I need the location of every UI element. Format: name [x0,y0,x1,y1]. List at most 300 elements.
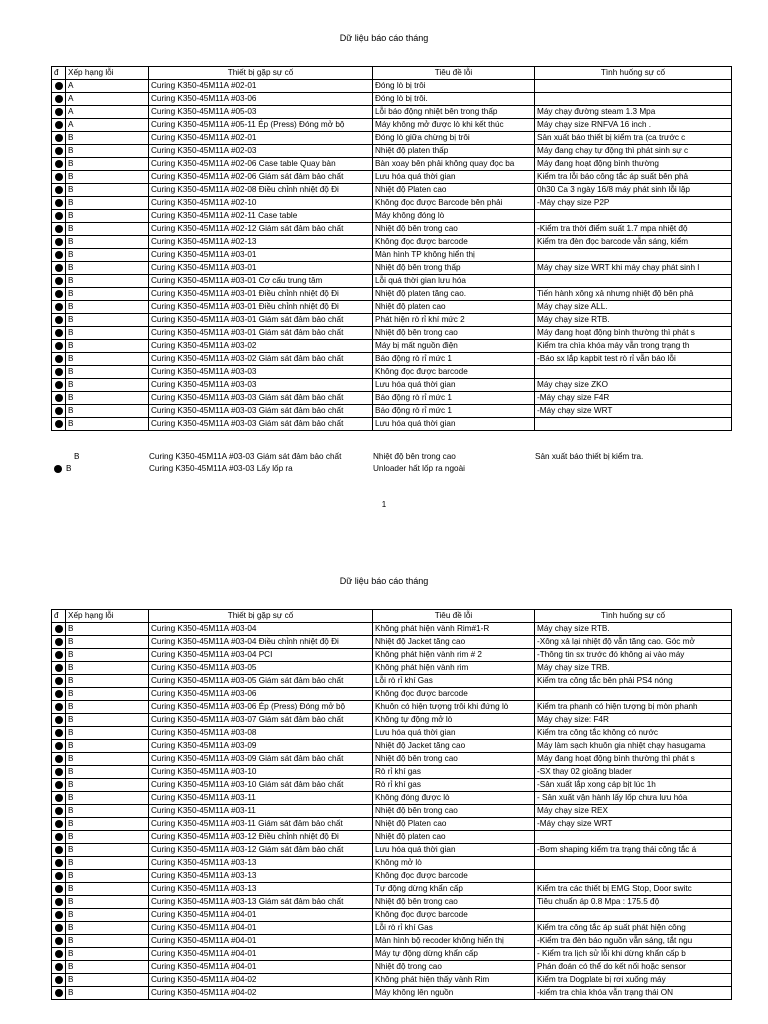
row-bullet [52,262,66,275]
table-row [52,623,732,636]
cell-detail: - Kiểm tra lịch sử lỗi khi dừng khẩn cấp b [535,948,732,961]
bullet-icon [55,238,63,246]
cell-detail [533,463,730,475]
row-bullet [51,451,64,463]
cell-detail: Máy chạy size: F4R [535,714,732,727]
cell-detail [535,80,732,93]
bullet-icon [55,420,63,428]
table-row [52,366,732,379]
table-row [52,119,732,132]
cell-device: Curing K350-45M11A #02-06 Case table Quay bàn [149,158,373,171]
cell-issue: Không đọc được barcode [373,366,535,379]
row-bullet [52,210,66,223]
table-row [52,262,732,275]
cell-device: Curing K350-45M11A #03-09 [149,740,373,753]
row-bullet [52,675,66,688]
table-row [52,275,732,288]
cell-detail [535,909,732,922]
cell-detail [535,93,732,106]
row-bullet [52,922,66,935]
cell-issue: Unloader hất lốp ra ngoài [373,464,465,473]
cell-grade: B [66,701,149,714]
row-bullet [52,753,66,766]
cell-device: Curing K350-45M11A #02-06 Giám sát đảm bảo chất [149,171,373,184]
cell-issue: Không đóng được lò [373,792,535,805]
table-row [52,961,732,974]
row-bullet [52,818,66,831]
bullet-icon [55,160,63,168]
row-bullet [52,623,66,636]
cell-grade: B [66,314,149,327]
cell-detail: Sản xuất báo thiết bị kiểm tra (ca trước c [535,132,732,145]
cell-detail: -Bơm shaping kiểm tra trạng thái công tắc á [535,844,732,857]
cell-issue: Không đọc được barcode [373,688,535,701]
table-row [52,93,732,106]
cell-device: Curing K350-45M11A #04-02 [149,974,373,987]
cell-issue: Nhiệt độ bên trong cao [373,753,535,766]
cell-grade: B [66,184,149,197]
table-row [51,451,730,463]
bullet-icon [55,186,63,194]
row-bullet [52,418,66,431]
cell-issue: Nhiệt độ bên trong cao [373,805,535,818]
cell-device: Curing K350-45M11A #03-03 [149,366,373,379]
cell-grade: B [66,753,149,766]
cell-detail: Sản xuất báo thiết bị kiểm tra. [535,452,644,461]
table-row [52,392,732,405]
bullet-icon [55,316,63,324]
bullet-icon [55,794,63,802]
cell-device: Curing K350-45M11A #04-01 [149,909,373,922]
cell-detail: -Máy chạy size WRT [535,405,732,418]
cell-issue: Báo động rò rỉ mức 1 [373,353,535,366]
table-row [52,766,732,779]
row-bullet [52,184,66,197]
cell-grade: B [66,688,149,701]
table-row [52,327,732,340]
row-bullet [52,379,66,392]
cell-device: Curing K350-45M11A #02-10 [149,197,373,210]
row-bullet [52,662,66,675]
cell-detail: Kiểm tra đèn đọc barcode vẫn sáng, kiểm [535,236,732,249]
table-row [52,249,732,262]
cell-detail: 0h30 Ca 3 ngày 16/8 máy phát sinh lỗi lập [535,184,732,197]
row-bullet [52,896,66,909]
table-row [52,636,732,649]
cell-grade: B [66,805,149,818]
table-row [52,805,732,818]
cell-detail: Máy làm sạch khuôn gia nhiệt chạy hasugama [535,740,732,753]
cell-detail: Máy chạy đường steam 1.3 Mpa [535,106,732,119]
cell-detail: -Thông tin sx trước đó không ai vào máy [535,649,732,662]
cell-device: Curing K350-45M11A #02-08 Điều chỉnh nhiệt độ Đi [149,184,373,197]
row-bullet [52,171,66,184]
cell-detail: Tiêu chuẩn áp 0.8 Mpa : 175.5 độ [535,896,732,909]
bullet-icon [55,199,63,207]
cell-detail [535,688,732,701]
cell-detail: -Sản xuất lắp xong cáp bịt lúc 1h [535,779,732,792]
bullet-icon [55,833,63,841]
cell-grade: B [66,727,149,740]
cell-device: Curing K350-45M11A #04-01 [149,935,373,948]
table-row [52,223,732,236]
cell-grade: B [66,405,149,418]
row-bullet [52,197,66,210]
cell-grade: B [66,987,149,1000]
table-row [52,379,732,392]
cell-detail: Máy chạy size ZKO [535,379,732,392]
cell-grade: B [66,197,149,210]
bullet-icon [55,225,63,233]
cell-grade: B [66,366,149,379]
cell-issue: Lưu hóa quá thời gian [373,844,535,857]
row-bullet [52,636,66,649]
cell-grade: B [66,792,149,805]
cell-device: Curing K350-45M11A #02-01 [149,132,373,145]
bullet-icon [55,290,63,298]
cell-grade: B [66,340,149,353]
table-row [52,688,732,701]
table-row [52,818,732,831]
cell-grade: B [66,249,149,262]
cell-issue: Lưu hóa quá thời gian [373,379,535,392]
cell-grade: B [66,818,149,831]
table-row [52,922,732,935]
row-bullet [52,236,66,249]
cell-detail: Máy đang hoạt động bình thường thì phát s [535,753,732,766]
row-bullet [52,249,66,262]
bullet-icon [55,755,63,763]
cell-issue: Lưu hóa quá thời gian [373,418,535,431]
table-row [52,649,732,662]
bullet-icon [55,807,63,815]
cell-issue: Nhiệt độ Platen cao [373,818,535,831]
row-bullet [52,831,66,844]
bullet-icon [55,859,63,867]
bullet-icon [55,147,63,155]
table-row [52,779,732,792]
page-2-header-row [52,610,732,623]
cell-device: Curing K350-45M11A #03-03 Giám sát đảm bảo chất [149,405,373,418]
row-bullet [52,314,66,327]
cell-issue: Khuôn có hiện tượng trôi khi đứng lò [373,701,535,714]
cell-device: Curing K350-45M11A #03-03 Lấy lốp ra [149,464,293,473]
cell-detail: Máy chạy size TRB. [535,662,732,675]
row-bullet [52,392,66,405]
cell-issue: Máy không đóng lò [373,210,535,223]
cell-grade: B [66,922,149,935]
cell-detail: Kiểm tra Dogplate bị rơi xuống máy [535,974,732,987]
cell-grade: B [66,896,149,909]
cell-detail [535,249,732,262]
header-grade: Xếp hạng lỗi [66,610,149,623]
bullet-icon [55,264,63,272]
row-bullet [52,987,66,1000]
cell-issue: Nhiệt độ Jacket tăng cao [373,636,535,649]
cell-detail: -Máy chạy size F4R [535,392,732,405]
cell-device: Curing K350-45M11A #03-08 [149,727,373,740]
cell-grade: B [66,236,149,249]
cell-device: Curing K350-45M11A #03-03 Giám sát đảm bảo chất [149,392,373,405]
cell-issue: Lỗi quá thời gian lưu hóa [373,275,535,288]
cell-detail: Máy chạy size RTB. [535,623,732,636]
cell-grade: B [66,961,149,974]
cell-device: Curing K350-45M11A #03-02 Giám sát đảm bảo chất [149,353,373,366]
table-row [51,463,730,475]
bullet-icon [55,703,63,711]
table-row [52,405,732,418]
row-bullet [52,961,66,974]
row-bullet [52,80,66,93]
row-bullet [52,158,66,171]
cell-issue: Không phát hiện vành Rim#1-R [373,623,535,636]
cell-grade: B [66,883,149,896]
cell-issue: Không phát hiện vành rim # 2 [373,649,535,662]
table-row [52,831,732,844]
cell-issue: Không đọc được barcode [373,909,535,922]
bullet-icon [55,381,63,389]
cell-grade: B [66,132,149,145]
table-row [52,145,732,158]
bullet-icon [55,108,63,116]
cell-detail: -SX thay 02 gioăng blader [535,766,732,779]
cell-device: Curing K350-45M11A #03-05 [149,662,373,675]
table-row [52,896,732,909]
cell-grade: B [66,844,149,857]
cell-grade: A [66,93,149,106]
cell-detail: Máy chạy size RTB. [535,314,732,327]
row-bullet [52,805,66,818]
page-1-header-row [52,67,732,80]
cell-detail: -Kiểm tra đèn báo nguồn vẫn sáng, tắt ngu [535,935,732,948]
cell-issue: Nhiệt độ platen cao [373,831,535,844]
cell-device: Curing K350-45M11A #03-13 [149,857,373,870]
bullet-icon [55,82,63,90]
cell-issue: Báo động rò rỉ mức 1 [373,392,535,405]
cell-device: Curing K350-45M11A #03-10 Giám sát đảm bảo chất [149,779,373,792]
cell-grade: B [66,353,149,366]
cell-issue: Rò rỉ khí gas [373,779,535,792]
bullet-icon [55,212,63,220]
table-row [52,288,732,301]
cell-detail: Máy chạy size WRT khi máy chạy phát sinh l [535,262,732,275]
cell-issue: Tự động dừng khẩn cấp [373,883,535,896]
cell-issue: Không đọc được barcode [373,236,535,249]
cell-grade: B [66,870,149,883]
row-bullet [52,974,66,987]
table-row [52,197,732,210]
row-bullet [52,740,66,753]
page-1-report-table [51,66,732,431]
bullet-icon [55,729,63,737]
table-row [52,740,732,753]
table-row [52,727,732,740]
cell-device: Curing K350-45M11A #03-09 Giám sát đảm bảo chất [149,753,373,766]
cell-issue: Lỗi rò rỉ khí Gas [373,675,535,688]
row-bullet [51,463,64,475]
bullet-icon [55,625,63,633]
cell-detail: Kiểm tra công tắc bên phải PS4 nóng [535,675,732,688]
bullet-icon [55,716,63,724]
table-row [52,80,732,93]
table-row [52,158,732,171]
cell-detail [535,275,732,288]
bullet-icon [55,407,63,415]
cell-grade: B [66,288,149,301]
header-grade: Xếp hạng lỗi [66,67,149,80]
cell-grade: B [66,948,149,961]
table-row [52,171,732,184]
cell-issue: Không đọc được barcode [373,870,535,883]
cell-issue: Máy không mở được lò khi kết thúc [373,119,535,132]
cell-device: Curing K350-45M11A #03-04 PCI [149,649,373,662]
cell-issue: Phát hiện rò rỉ khí mức 2 [373,314,535,327]
cell-detail [535,857,732,870]
cell-device: Curing K350-45M11A #04-01 [149,948,373,961]
bullet-icon [55,768,63,776]
cell-device: Curing K350-45M11A #02-13 [149,236,373,249]
cell-issue: Nhiệt độ Platen cao [373,184,535,197]
cell-issue: Nhiệt độ bên trong cao [373,223,535,236]
bullet-icon [55,690,63,698]
row-bullet [52,288,66,301]
cell-issue: Nhiệt độ bên trong thấp [373,262,535,275]
cell-grade: B [66,379,149,392]
cell-device: Curing K350-45M11A #03-01 [149,249,373,262]
cell-device: Curing K350-45M11A #02-12 Giám sát đảm bảo chất [149,223,373,236]
header-issue: Tiêu đề lỗi [373,610,535,623]
table-row [52,753,732,766]
row-bullet [52,275,66,288]
cell-grade: A [66,80,149,93]
cell-grade: B [66,649,149,662]
cell-issue: Máy tự động dừng khẩn cấp [373,948,535,961]
row-bullet [52,145,66,158]
cell-device: Curing K350-45M11A #02-01 [149,80,373,93]
bullet-icon [55,95,63,103]
cell-device: Curing K350-45M11A #03-01 Điều chỉnh nhiệt độ Đi [149,301,373,314]
cell-issue: Nhiệt độ platen tăng cao. [373,288,535,301]
cell-device: Curing K350-45M11A #03-04 Điều chỉnh nhiệt độ Đi [149,636,373,649]
table-row [52,883,732,896]
row-bullet [52,935,66,948]
cell-grade: B [66,662,149,675]
row-bullet [52,223,66,236]
page-2-report-table [51,609,732,1000]
cell-device: Curing K350-45M11A #03-01 [149,262,373,275]
cell-device: Curing K350-45M11A #02-11 Case table [149,210,373,223]
cell-device: Curing K350-45M11A #03-05 Giám sát đảm bảo chất [149,675,373,688]
cell-detail [535,831,732,844]
bullet-icon [55,664,63,672]
cell-grade: B [66,909,149,922]
cell-device: Curing K350-45M11A #03-13 Giám sát đảm bảo chất [149,896,373,909]
table-row [52,948,732,961]
cell-grade: B [66,327,149,340]
bullet-icon [55,651,63,659]
bullet-icon [55,963,63,971]
cell-detail: Kiểm tra các thiết bị EMG Stop, Door switc [535,883,732,896]
bullet-icon [55,677,63,685]
table-row [52,987,732,1000]
cell-detail: Phán đoán có thể do kết nối hoặc sensor [535,961,732,974]
bullet-icon [55,277,63,285]
cell-grade: B [66,974,149,987]
cell-device: Curing K350-45M11A #03-06 Ép (Press) Đóng mở bộ [149,701,373,714]
cell-grade: B [66,935,149,948]
cell-detail [535,870,732,883]
cell-issue: Báo động rò rỉ mức 1 [373,405,535,418]
cell-detail: -Máy chạy size P2P [535,197,732,210]
cell-grade: B [66,766,149,779]
cell-device: Curing K350-45M11A #03-06 [149,688,373,701]
cell-issue: Máy bị mất nguồn điện [373,340,535,353]
table-row [52,675,732,688]
cell-grade: B [66,857,149,870]
table-row [52,210,732,223]
row-bullet [52,405,66,418]
cell-device: Curing K350-45M11A #03-03 Giám sát đảm bảo chất [149,418,373,431]
header-device: Thiết bị gặp sự cố [149,67,373,80]
cell-device: Curing K350-45M11A #03-12 Giám sát đảm bảo chất [149,844,373,857]
row-bullet [52,779,66,792]
row-bullet [52,701,66,714]
table-row [52,909,732,922]
cell-issue: Lỗi rò rỉ khí Gas [373,922,535,935]
header-device: Thiết bị gặp sự cố [149,610,373,623]
cell-grade: B [66,210,149,223]
cell-issue: Bàn xoay bên phải không quay đọc ba [373,158,535,171]
cell-device: Curing K350-45M11A #03-11 [149,805,373,818]
bullet-icon [55,121,63,129]
cell-issue: Nhiệt độ trong cao [373,961,535,974]
cell-detail: -Kiểm tra thời điểm suất 1.7 mpa nhiệt độ [535,223,732,236]
cell-grade: B [66,301,149,314]
cell-device: Curing K350-45M11A #05-11 Ép (Press) Đóng mở bộ [149,119,373,132]
cell-grade: B [66,675,149,688]
table-row [52,106,732,119]
cell-device: Curing K350-45M11A #03-06 [149,93,373,106]
cell-device: Curing K350-45M11A #03-07 Giám sát đảm bảo chất [149,714,373,727]
cell-issue: Rò rỉ khí gas [373,766,535,779]
table-row [52,132,732,145]
cell-device: Curing K350-45M11A #03-10 [149,766,373,779]
cell-grade: B [66,623,149,636]
cell-issue: Lưu hóa quá thời gian [373,727,535,740]
bullet-icon [55,846,63,854]
bullet-icon [55,329,63,337]
table-row [52,792,732,805]
table-row [52,340,732,353]
cell-issue: Lưu hóa quá thời gian [373,171,535,184]
cell-detail: Máy đang hoạt động bình thường [535,158,732,171]
bullet-icon [55,781,63,789]
cell-grade: B [66,145,149,158]
cell-grade: A [66,119,149,132]
cell-grade: B [66,262,149,275]
cell-detail: Máy chạy size ALL. [535,301,732,314]
cell-issue: Không đọc được Barcode bên phải [373,197,535,210]
cell-device: Curing K350-45M11A #05-03 [149,106,373,119]
cell-issue: Nhiệt độ Jacket tăng cao [373,740,535,753]
cell-grade: B [66,831,149,844]
cell-issue: Đóng lò bị trôi [373,80,535,93]
cell-detail: Kiểm tra chìa khóa máy vẫn trong trạng th [535,340,732,353]
cell-grade: B [74,452,80,461]
bullet-icon [55,937,63,945]
table-row [52,870,732,883]
bullet-icon [55,368,63,376]
